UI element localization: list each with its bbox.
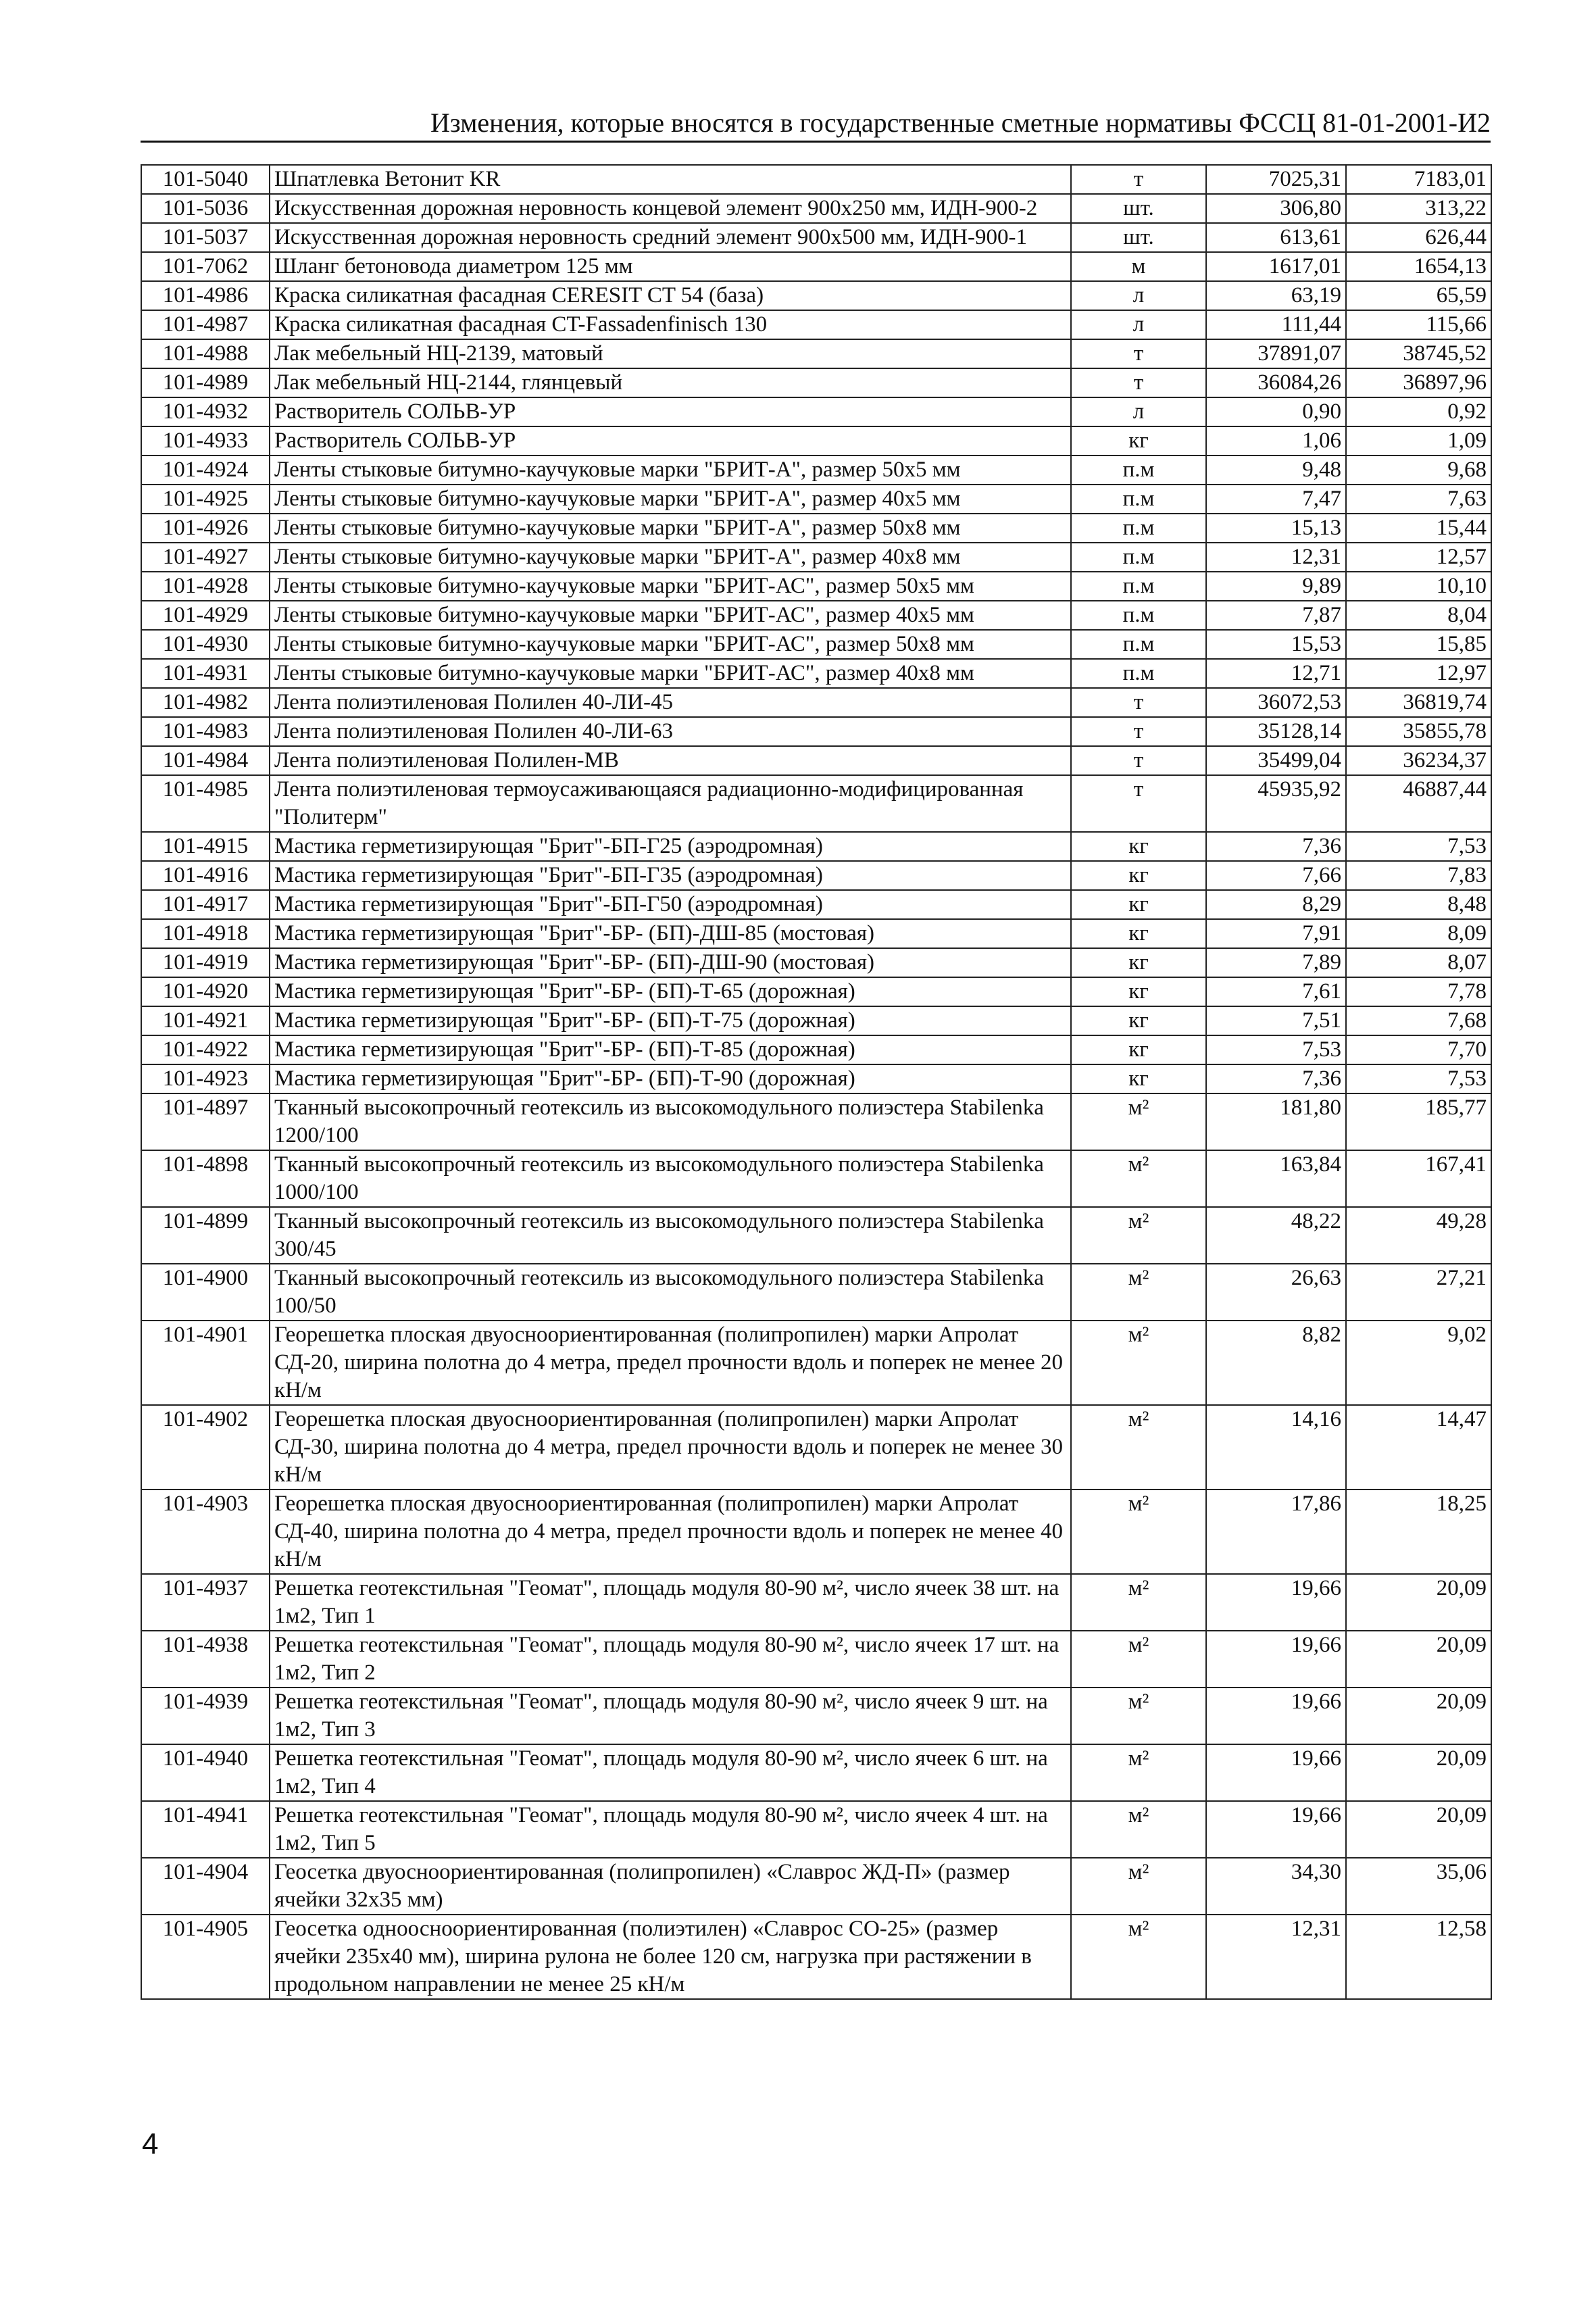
item-price-2: 185,77 xyxy=(1346,1093,1491,1150)
item-price-1: 34,30 xyxy=(1206,1858,1346,1915)
item-name: Лак мебельный НЦ-2139, матовый xyxy=(270,339,1071,368)
item-name: Растворитель СОЛЬВ-УР xyxy=(270,397,1071,426)
item-price-2: 7,63 xyxy=(1346,485,1491,514)
item-price-2: 7183,01 xyxy=(1346,165,1491,194)
table-row xyxy=(141,977,1491,1006)
item-code: 101-4985 xyxy=(141,775,270,832)
item-price-1: 35128,14 xyxy=(1206,717,1346,746)
item-code: 101-4929 xyxy=(141,601,270,630)
table-row xyxy=(141,1915,1491,1999)
item-unit: м² xyxy=(1071,1405,1206,1490)
item-unit: л xyxy=(1071,310,1206,339)
table-row xyxy=(141,630,1491,659)
item-unit: т xyxy=(1071,746,1206,775)
item-price-1: 36072,53 xyxy=(1206,688,1346,717)
item-price-1: 7,87 xyxy=(1206,601,1346,630)
item-price-2: 35,06 xyxy=(1346,1858,1491,1915)
item-unit: т xyxy=(1071,775,1206,832)
item-price-2: 7,83 xyxy=(1346,861,1491,890)
item-price-2: 49,28 xyxy=(1346,1207,1491,1264)
item-unit: м² xyxy=(1071,1264,1206,1321)
item-code: 101-4984 xyxy=(141,746,270,775)
item-price-1: 1617,01 xyxy=(1206,252,1346,281)
item-code: 101-4932 xyxy=(141,397,270,426)
item-code: 101-4922 xyxy=(141,1035,270,1064)
item-name: Растворитель СОЛЬВ-УР xyxy=(270,426,1071,456)
item-name: Искусственная дорожная неровность средний элемент 900х500 мм, ИДН-900-1 xyxy=(270,223,1071,252)
item-price-2: 7,68 xyxy=(1346,1006,1491,1035)
item-price-1: 45935,92 xyxy=(1206,775,1346,832)
item-code: 101-4982 xyxy=(141,688,270,717)
item-code: 101-4941 xyxy=(141,1801,270,1858)
item-unit: м² xyxy=(1071,1150,1206,1207)
document-title: Изменения, которые вносятся в государственные сметные нормативы ФССЦ 81-01-2001-И2 xyxy=(430,107,1491,138)
item-unit: м² xyxy=(1071,1631,1206,1688)
item-price-2: 20,09 xyxy=(1346,1631,1491,1688)
item-unit: кг xyxy=(1071,1064,1206,1093)
item-unit: м² xyxy=(1071,1688,1206,1744)
table-row xyxy=(141,1093,1491,1150)
item-price-2: 46887,44 xyxy=(1346,775,1491,832)
table-row xyxy=(141,223,1491,252)
item-price-2: 7,70 xyxy=(1346,1035,1491,1064)
item-unit: м² xyxy=(1071,1915,1206,1999)
item-unit: шт. xyxy=(1071,194,1206,223)
item-price-1: 181,80 xyxy=(1206,1093,1346,1150)
item-name: Решетка геотекстильная "Геомат", площадь модуля 80-90 м², число ячеек 9 шт. на 1м2, Тип 3 xyxy=(270,1688,1071,1744)
item-code: 101-4904 xyxy=(141,1858,270,1915)
item-price-1: 37891,07 xyxy=(1206,339,1346,368)
item-name: Шланг бетоновода диаметром 125 мм xyxy=(270,252,1071,281)
item-code: 101-4926 xyxy=(141,514,270,543)
item-code: 101-7062 xyxy=(141,252,270,281)
item-code: 101-4919 xyxy=(141,948,270,977)
table-row xyxy=(141,368,1491,397)
item-unit: кг xyxy=(1071,1006,1206,1035)
item-price-1: 17,86 xyxy=(1206,1490,1346,1574)
item-name: Лак мебельный НЦ-2144, глянцевый xyxy=(270,368,1071,397)
table-row xyxy=(141,310,1491,339)
item-price-1: 7,53 xyxy=(1206,1035,1346,1064)
table-row xyxy=(141,717,1491,746)
item-name: Решетка геотекстильная "Геомат", площадь модуля 80-90 м², число ячеек 6 шт. на 1м2, Тип 4 xyxy=(270,1744,1071,1801)
item-code: 101-4925 xyxy=(141,485,270,514)
item-price-1: 613,61 xyxy=(1206,223,1346,252)
item-code: 101-4920 xyxy=(141,977,270,1006)
table-row xyxy=(141,194,1491,223)
item-price-1: 7,91 xyxy=(1206,919,1346,948)
item-code: 101-4987 xyxy=(141,310,270,339)
item-unit: т xyxy=(1071,688,1206,717)
item-price-1: 9,48 xyxy=(1206,456,1346,485)
item-unit: п.м xyxy=(1071,601,1206,630)
item-name: Ленты стыковые битумно-каучуковые марки "БРИТ-А", размер 40х8 мм xyxy=(270,543,1071,572)
table-row xyxy=(141,832,1491,861)
item-price-2: 9,68 xyxy=(1346,456,1491,485)
item-unit: м² xyxy=(1071,1574,1206,1631)
item-code: 101-4924 xyxy=(141,456,270,485)
item-price-2: 36897,96 xyxy=(1346,368,1491,397)
item-price-1: 19,66 xyxy=(1206,1631,1346,1688)
page-number: 4 xyxy=(142,2127,159,2161)
item-name: Ленты стыковые битумно-каучуковые марки "БРИТ-АС", размер 40х5 мм xyxy=(270,601,1071,630)
item-code: 101-4901 xyxy=(141,1321,270,1405)
page-header xyxy=(141,107,1491,143)
table-row xyxy=(141,456,1491,485)
item-unit: кг xyxy=(1071,832,1206,861)
item-unit: м xyxy=(1071,252,1206,281)
item-price-1: 48,22 xyxy=(1206,1207,1346,1264)
item-price-1: 8,29 xyxy=(1206,890,1346,919)
item-price-2: 7,53 xyxy=(1346,1064,1491,1093)
item-unit: л xyxy=(1071,397,1206,426)
item-name: Решетка геотекстильная "Геомат", площадь модуля 80-90 м², число ячеек 17 шт. на 1м2, Тип 2 xyxy=(270,1631,1071,1688)
item-name: Мастика герметизирующая "Брит"-БР- (БП)-Т-75 (дорожная) xyxy=(270,1006,1071,1035)
table-row xyxy=(141,601,1491,630)
item-code: 101-4900 xyxy=(141,1264,270,1321)
item-name: Мастика герметизирующая "Брит"-БР- (БП)-Т-90 (дорожная) xyxy=(270,1064,1071,1093)
item-code: 101-4897 xyxy=(141,1093,270,1150)
item-price-2: 65,59 xyxy=(1346,281,1491,310)
item-code: 101-4918 xyxy=(141,919,270,948)
table-row xyxy=(141,572,1491,601)
table-row xyxy=(141,861,1491,890)
item-unit: м² xyxy=(1071,1858,1206,1915)
item-name: Тканный высокопрочный геотексиль из высокомодульного полиэстера Stabilenka 100/50 xyxy=(270,1264,1071,1321)
item-price-1: 63,19 xyxy=(1206,281,1346,310)
table-row xyxy=(141,1490,1491,1574)
item-name: Мастика герметизирующая "Брит"-БП-Г25 (аэродромная) xyxy=(270,832,1071,861)
item-price-1: 8,82 xyxy=(1206,1321,1346,1405)
item-name: Лента полиэтиленовая термоусаживающаяся радиационно-модифицированная "Политерм" xyxy=(270,775,1071,832)
item-name: Ленты стыковые битумно-каучуковые марки "БРИТ-А", размер 50х8 мм xyxy=(270,514,1071,543)
table-row xyxy=(141,1006,1491,1035)
item-price-2: 36819,74 xyxy=(1346,688,1491,717)
item-name: Геосетка двуосноориентированная (полипропилен) «Славрос ЖД-П» (размер ячейки 32х35 мм) xyxy=(270,1858,1071,1915)
item-code: 101-4933 xyxy=(141,426,270,456)
item-price-1: 19,66 xyxy=(1206,1688,1346,1744)
item-code: 101-4915 xyxy=(141,832,270,861)
item-name: Лента полиэтиленовая Полилен 40-ЛИ-45 xyxy=(270,688,1071,717)
item-price-1: 0,90 xyxy=(1206,397,1346,426)
item-price-2: 27,21 xyxy=(1346,1264,1491,1321)
item-name: Ленты стыковые битумно-каучуковые марки "БРИТ-АС", размер 50х5 мм xyxy=(270,572,1071,601)
item-code: 101-4905 xyxy=(141,1915,270,1999)
item-unit: т xyxy=(1071,717,1206,746)
item-code: 101-4983 xyxy=(141,717,270,746)
item-code: 101-5036 xyxy=(141,194,270,223)
item-price-2: 10,10 xyxy=(1346,572,1491,601)
item-price-1: 9,89 xyxy=(1206,572,1346,601)
item-name: Мастика герметизирующая "Брит"-БР- (БП)-Т-85 (дорожная) xyxy=(270,1035,1071,1064)
item-name: Георешетка плоская двуосноориентированная (полипропилен) марки Апролат СД-30, ширина полотна до 4 метра, предел прочности вдоль и поперек не менее 30 кН/м xyxy=(270,1405,1071,1490)
item-name: Мастика герметизирующая "Брит"-БР- (БП)-ДШ-90 (мостовая) xyxy=(270,948,1071,977)
item-unit: п.м xyxy=(1071,659,1206,688)
item-price-1: 7025,31 xyxy=(1206,165,1346,194)
item-name: Решетка геотекстильная "Геомат", площадь модуля 80-90 м², число ячеек 4 шт. на 1м2, Тип 5 xyxy=(270,1801,1071,1858)
item-code: 101-4930 xyxy=(141,630,270,659)
item-price-1: 35499,04 xyxy=(1206,746,1346,775)
table-row xyxy=(141,339,1491,368)
item-name: Решетка геотекстильная "Геомат", площадь модуля 80-90 м², число ячеек 38 шт. на 1м2, Тип 1 xyxy=(270,1574,1071,1631)
item-unit: п.м xyxy=(1071,456,1206,485)
price-table xyxy=(141,164,1492,2000)
table-row xyxy=(141,746,1491,775)
item-code: 101-4917 xyxy=(141,890,270,919)
table-row xyxy=(141,426,1491,456)
table-row xyxy=(141,252,1491,281)
item-price-2: 167,41 xyxy=(1346,1150,1491,1207)
item-name: Мастика герметизирующая "Брит"-БП-Г50 (аэродромная) xyxy=(270,890,1071,919)
item-unit: м² xyxy=(1071,1093,1206,1150)
item-code: 101-4931 xyxy=(141,659,270,688)
item-price-1: 7,36 xyxy=(1206,832,1346,861)
item-price-1: 7,47 xyxy=(1206,485,1346,514)
item-unit: кг xyxy=(1071,1035,1206,1064)
item-code: 101-4937 xyxy=(141,1574,270,1631)
item-price-1: 14,16 xyxy=(1206,1405,1346,1490)
item-code: 101-4940 xyxy=(141,1744,270,1801)
item-price-1: 7,66 xyxy=(1206,861,1346,890)
item-unit: м² xyxy=(1071,1490,1206,1574)
item-price-1: 19,66 xyxy=(1206,1574,1346,1631)
table-row xyxy=(141,1207,1491,1264)
item-price-2: 115,66 xyxy=(1346,310,1491,339)
table-row xyxy=(141,1035,1491,1064)
table-row xyxy=(141,890,1491,919)
item-price-2: 8,09 xyxy=(1346,919,1491,948)
item-price-2: 15,85 xyxy=(1346,630,1491,659)
item-price-1: 36084,26 xyxy=(1206,368,1346,397)
item-unit: шт. xyxy=(1071,223,1206,252)
table-row xyxy=(141,1858,1491,1915)
item-price-2: 20,09 xyxy=(1346,1688,1491,1744)
item-name: Мастика герметизирующая "Брит"-БП-Г35 (аэродромная) xyxy=(270,861,1071,890)
item-price-2: 7,53 xyxy=(1346,832,1491,861)
item-price-2: 9,02 xyxy=(1346,1321,1491,1405)
item-price-2: 7,78 xyxy=(1346,977,1491,1006)
table-row xyxy=(141,1574,1491,1631)
item-unit: п.м xyxy=(1071,543,1206,572)
table-row xyxy=(141,1321,1491,1405)
item-unit: т xyxy=(1071,165,1206,194)
item-name: Лента полиэтиленовая Полилен-МВ xyxy=(270,746,1071,775)
item-price-1: 12,31 xyxy=(1206,1915,1346,1999)
item-code: 101-4903 xyxy=(141,1490,270,1574)
table-body xyxy=(141,165,1491,1999)
item-unit: п.м xyxy=(1071,572,1206,601)
item-price-2: 15,44 xyxy=(1346,514,1491,543)
item-price-2: 313,22 xyxy=(1346,194,1491,223)
item-price-2: 35855,78 xyxy=(1346,717,1491,746)
item-code: 101-4989 xyxy=(141,368,270,397)
item-unit: кг xyxy=(1071,977,1206,1006)
item-code: 101-4927 xyxy=(141,543,270,572)
item-name: Тканный высокопрочный геотексиль из высокомодульного полиэстера Stabilenka 1000/100 xyxy=(270,1150,1071,1207)
item-unit: м² xyxy=(1071,1744,1206,1801)
item-price-2: 8,04 xyxy=(1346,601,1491,630)
table-row xyxy=(141,165,1491,194)
table-row xyxy=(141,948,1491,977)
item-price-1: 7,51 xyxy=(1206,1006,1346,1035)
table-row xyxy=(141,688,1491,717)
item-price-1: 306,80 xyxy=(1206,194,1346,223)
item-price-2: 1654,13 xyxy=(1346,252,1491,281)
item-name: Тканный высокопрочный геотексиль из высокомодульного полиэстера Stabilenka 1200/100 xyxy=(270,1093,1071,1150)
item-price-1: 12,71 xyxy=(1206,659,1346,688)
item-unit: м² xyxy=(1071,1207,1206,1264)
item-price-2: 626,44 xyxy=(1346,223,1491,252)
item-code: 101-4923 xyxy=(141,1064,270,1093)
item-name: Ленты стыковые битумно-каучуковые марки "БРИТ-АС", размер 50х8 мм xyxy=(270,630,1071,659)
item-price-2: 20,09 xyxy=(1346,1801,1491,1858)
item-price-2: 8,48 xyxy=(1346,890,1491,919)
item-name: Георешетка плоская двуосноориентированная (полипропилен) марки Апролат СД-40, ширина полотна до 4 метра, предел прочности вдоль и поперек не менее 40 кН/м xyxy=(270,1490,1071,1574)
item-code: 101-4939 xyxy=(141,1688,270,1744)
item-unit: кг xyxy=(1071,861,1206,890)
item-unit: кг xyxy=(1071,890,1206,919)
item-price-1: 111,44 xyxy=(1206,310,1346,339)
table-row xyxy=(141,543,1491,572)
item-price-1: 7,89 xyxy=(1206,948,1346,977)
item-code: 101-4921 xyxy=(141,1006,270,1035)
item-unit: п.м xyxy=(1071,514,1206,543)
table-row xyxy=(141,1405,1491,1490)
item-unit: м² xyxy=(1071,1321,1206,1405)
table-row xyxy=(141,1150,1491,1207)
item-name: Шпатлевка Ветонит KR xyxy=(270,165,1071,194)
item-price-2: 18,25 xyxy=(1346,1490,1491,1574)
item-code: 101-5040 xyxy=(141,165,270,194)
item-unit: кг xyxy=(1071,948,1206,977)
table-row xyxy=(141,485,1491,514)
item-price-2: 20,09 xyxy=(1346,1744,1491,1801)
item-unit: т xyxy=(1071,339,1206,368)
table-row xyxy=(141,659,1491,688)
item-price-2: 12,57 xyxy=(1346,543,1491,572)
table-row xyxy=(141,1064,1491,1093)
item-unit: т xyxy=(1071,368,1206,397)
item-name: Краска силикатная фасадная CERESIT CT 54 (база) xyxy=(270,281,1071,310)
item-unit: кг xyxy=(1071,919,1206,948)
item-code: 101-4928 xyxy=(141,572,270,601)
table-row xyxy=(141,1631,1491,1688)
item-price-2: 38745,52 xyxy=(1346,339,1491,368)
item-price-1: 15,53 xyxy=(1206,630,1346,659)
item-code: 101-4938 xyxy=(141,1631,270,1688)
item-name: Ленты стыковые битумно-каучуковые марки "БРИТ-А", размер 50х5 мм xyxy=(270,456,1071,485)
item-unit: п.м xyxy=(1071,630,1206,659)
item-code: 101-4902 xyxy=(141,1405,270,1490)
item-code: 101-4986 xyxy=(141,281,270,310)
item-unit: п.м xyxy=(1071,485,1206,514)
item-name: Мастика герметизирующая "Брит"-БР- (БП)-ДШ-85 (мостовая) xyxy=(270,919,1071,948)
table-row xyxy=(141,397,1491,426)
item-unit: кг xyxy=(1071,426,1206,456)
table-row xyxy=(141,1744,1491,1801)
item-name: Искусственная дорожная неровность концевой элемент 900х250 мм, ИДН-900-2 xyxy=(270,194,1071,223)
item-name: Мастика герметизирующая "Брит"-БР- (БП)-Т-65 (дорожная) xyxy=(270,977,1071,1006)
item-price-2: 20,09 xyxy=(1346,1574,1491,1631)
item-price-1: 26,63 xyxy=(1206,1264,1346,1321)
table-row xyxy=(141,1264,1491,1321)
item-price-2: 8,07 xyxy=(1346,948,1491,977)
item-price-1: 19,66 xyxy=(1206,1801,1346,1858)
item-name: Ленты стыковые битумно-каучуковые марки "БРИТ-АС", размер 40х8 мм xyxy=(270,659,1071,688)
item-code: 101-4916 xyxy=(141,861,270,890)
item-code: 101-5037 xyxy=(141,223,270,252)
item-price-2: 14,47 xyxy=(1346,1405,1491,1490)
item-name: Георешетка плоская двуосноориентированная (полипропилен) марки Апролат СД-20, ширина полотна до 4 метра, предел прочности вдоль и поперек не менее 20 кН/м xyxy=(270,1321,1071,1405)
table-row xyxy=(141,919,1491,948)
item-code: 101-4898 xyxy=(141,1150,270,1207)
item-price-1: 1,06 xyxy=(1206,426,1346,456)
table-row xyxy=(141,514,1491,543)
table-row xyxy=(141,775,1491,832)
item-unit: л xyxy=(1071,281,1206,310)
item-price-1: 7,61 xyxy=(1206,977,1346,1006)
item-price-2: 12,58 xyxy=(1346,1915,1491,1999)
item-price-1: 163,84 xyxy=(1206,1150,1346,1207)
item-code: 101-4899 xyxy=(141,1207,270,1264)
item-name: Геосетка одноосноориентированная (полиэтилен) «Славрос СО-25» (размер ячейки 235х40 мм), ширина рулона не более 120 см, нагрузка при растяжении в продольном направлении не менее 25 кН/м xyxy=(270,1915,1071,1999)
item-price-1: 19,66 xyxy=(1206,1744,1346,1801)
item-unit: м² xyxy=(1071,1801,1206,1858)
item-name: Тканный высокопрочный геотексиль из высокомодульного полиэстера Stabilenka 300/45 xyxy=(270,1207,1071,1264)
table-row xyxy=(141,1688,1491,1744)
item-name: Ленты стыковые битумно-каучуковые марки "БРИТ-А", размер 40х5 мм xyxy=(270,485,1071,514)
item-code: 101-4988 xyxy=(141,339,270,368)
item-price-2: 1,09 xyxy=(1346,426,1491,456)
item-price-1: 12,31 xyxy=(1206,543,1346,572)
item-price-1: 15,13 xyxy=(1206,514,1346,543)
table-row xyxy=(141,281,1491,310)
table-row xyxy=(141,1801,1491,1858)
item-price-2: 12,97 xyxy=(1346,659,1491,688)
item-price-1: 7,36 xyxy=(1206,1064,1346,1093)
item-name: Лента полиэтиленовая Полилен 40-ЛИ-63 xyxy=(270,717,1071,746)
item-name: Краска силикатная фасадная CT-Fassadenfinisch 130 xyxy=(270,310,1071,339)
item-price-2: 36234,37 xyxy=(1346,746,1491,775)
item-price-2: 0,92 xyxy=(1346,397,1491,426)
